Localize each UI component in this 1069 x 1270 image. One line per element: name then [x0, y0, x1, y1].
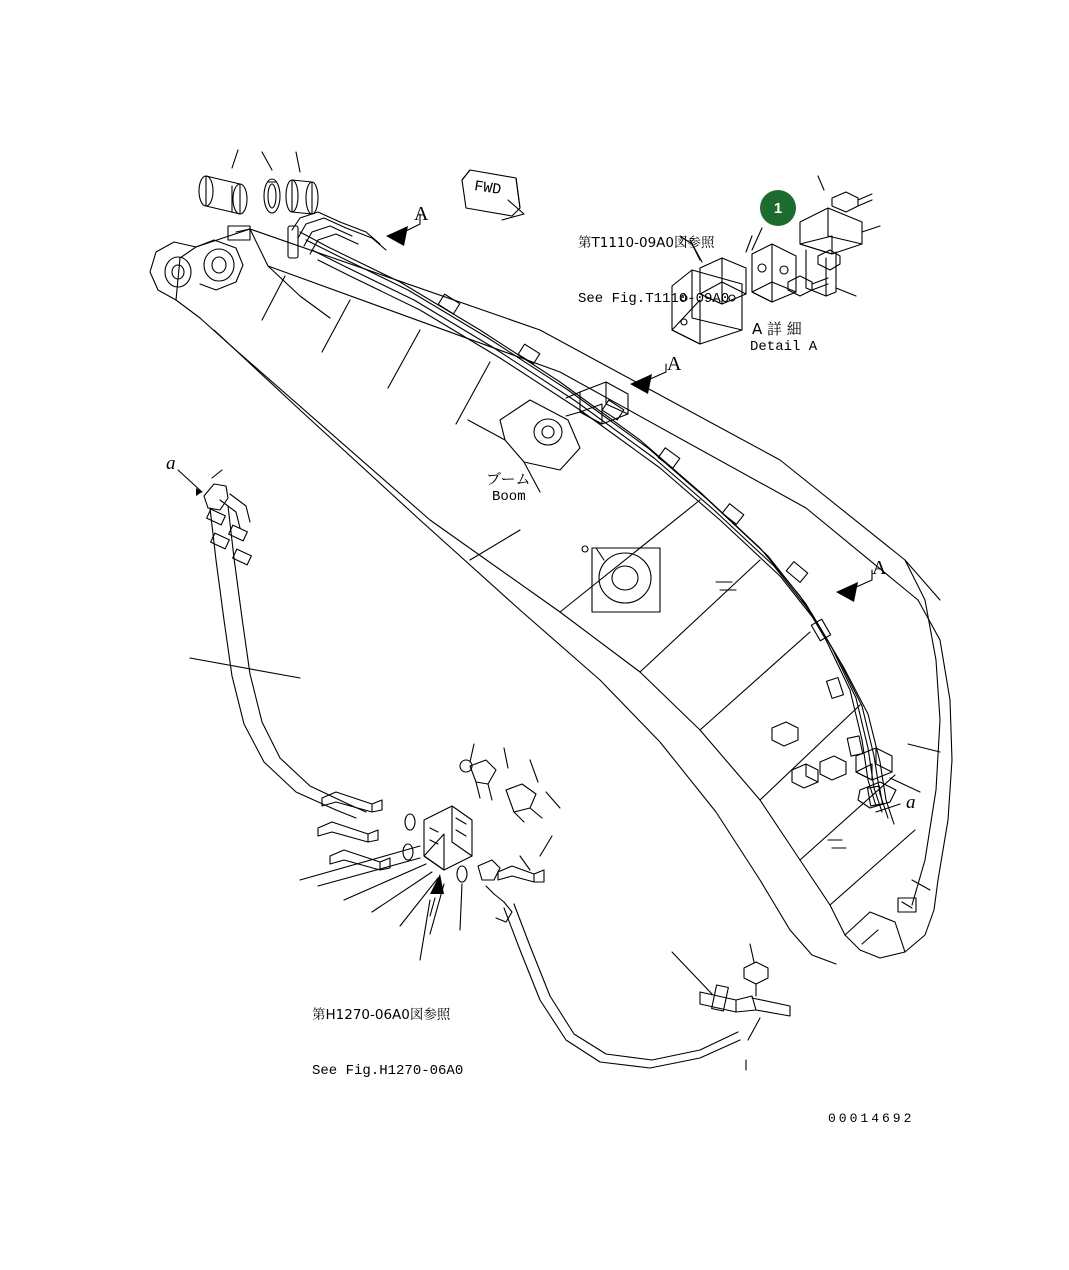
reference-h1270-06a0-en: See Fig.H1270-06A0 [312, 1062, 464, 1079]
boom-rib-lines [262, 276, 490, 424]
top-left-parts [199, 150, 318, 214]
detail-a-label-jp: A 詳 細 [752, 320, 802, 338]
lower-valve-assembly [300, 744, 560, 934]
fwd-label: FWD [472, 178, 503, 200]
reference-t1110-09a0-en: See Fig.T1110-09A0 [578, 290, 730, 307]
boom-small-marks [582, 546, 846, 848]
boom-structure [176, 229, 952, 964]
reference-h1270-06a0 [312, 968, 463, 1118]
section-arrow-a-right-label: A [872, 557, 887, 579]
detail-marker-a-left: a [166, 453, 176, 474]
boom-pivot-bracket [150, 226, 250, 300]
drawing-number: 00014692 [828, 1111, 915, 1126]
section-arrow-a-mid-label: A [667, 353, 682, 375]
detail-marker-a-right: a [906, 792, 916, 813]
boom-label-jp: ブーム [486, 470, 531, 488]
valve-arrow [430, 874, 444, 894]
hose-leader-left [190, 658, 300, 678]
left-hydraulic-hose [178, 470, 366, 818]
detail-a-label-en: Detail A [750, 339, 818, 355]
reference-h1270-06a0-jp: 第H1270-06A0図参照 [312, 1006, 451, 1023]
callout-1-leader [752, 228, 762, 250]
section-arrow-a-top-label: A [414, 203, 429, 225]
valve-arrow-stem [430, 898, 435, 916]
valve-bolts [318, 792, 390, 870]
reference-t1110-09a0 [578, 196, 729, 346]
reference-h1270-leader [420, 900, 430, 960]
callout-1[interactable]: 1 [760, 190, 796, 226]
mid-boom-valve-block [566, 382, 628, 424]
reference-t1110-09a0-jp: 第T1110-09A0図参照 [578, 234, 715, 251]
lower-hose-run [504, 904, 790, 1070]
boom-label-en: Boom [492, 489, 526, 505]
